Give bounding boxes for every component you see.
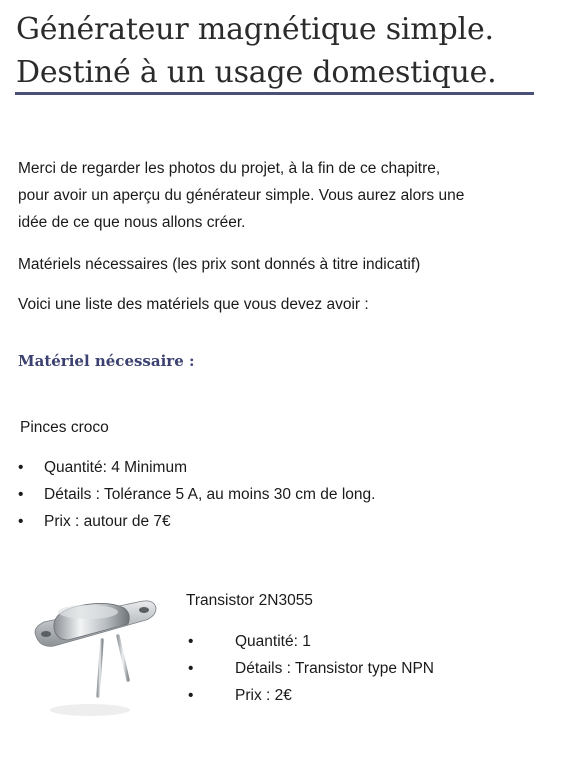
bullet-text: Prix : 2€ <box>235 687 292 704</box>
transistor-photo <box>28 588 158 718</box>
bullet-text: Prix : autour de 7€ <box>44 513 171 530</box>
list-item <box>18 481 375 508</box>
list-item <box>18 454 375 481</box>
materials-note: Matériels nécessaires (les prix sont donnés à titre indicatif) <box>18 256 421 273</box>
list-item <box>18 508 375 535</box>
item-title-pinces-croco: Pinces croco <box>20 419 109 436</box>
bullet-icon: • <box>188 660 194 677</box>
bullet-icon: • <box>18 459 24 476</box>
intro-line-1: Merci de regarder les photos du projet, à la fin de ce chapitre, <box>18 160 441 177</box>
bullet-text: Quantité: 1 <box>235 633 311 650</box>
intro-paragraph <box>18 155 548 236</box>
list-item <box>188 682 434 709</box>
title-line-2: Destiné à un usage domestique. <box>16 55 497 90</box>
bullet-text: Détails : Transistor type NPN <box>235 660 434 677</box>
intro-line-2: pour avoir un aperçu du générateur simple. Vous aurez alors une <box>18 187 465 204</box>
title-underline <box>15 92 534 95</box>
page-title <box>16 8 536 94</box>
bullet-icon: • <box>18 513 24 530</box>
item-details-list <box>188 628 434 709</box>
bullet-text: Détails : Tolérance 5 A, au moins 30 cm de long. <box>44 486 376 503</box>
list-intro: Voici une liste des matériels que vous devez avoir : <box>18 296 369 313</box>
list-item <box>188 628 434 655</box>
bullet-icon: • <box>188 633 194 650</box>
item-title-transistor: Transistor 2N3055 <box>186 592 313 609</box>
intro-line-3: idée de ce que nous allons créer. <box>18 214 246 231</box>
list-item <box>188 655 434 682</box>
item-details-list <box>18 454 375 535</box>
title-line-1: Générateur magnétique simple. <box>16 12 494 47</box>
bullet-icon: • <box>188 687 194 704</box>
bullet-icon: • <box>18 486 24 503</box>
bullet-text: Quantité: 4 Minimum <box>44 459 187 476</box>
section-heading: Matériel nécessaire : <box>18 352 195 370</box>
